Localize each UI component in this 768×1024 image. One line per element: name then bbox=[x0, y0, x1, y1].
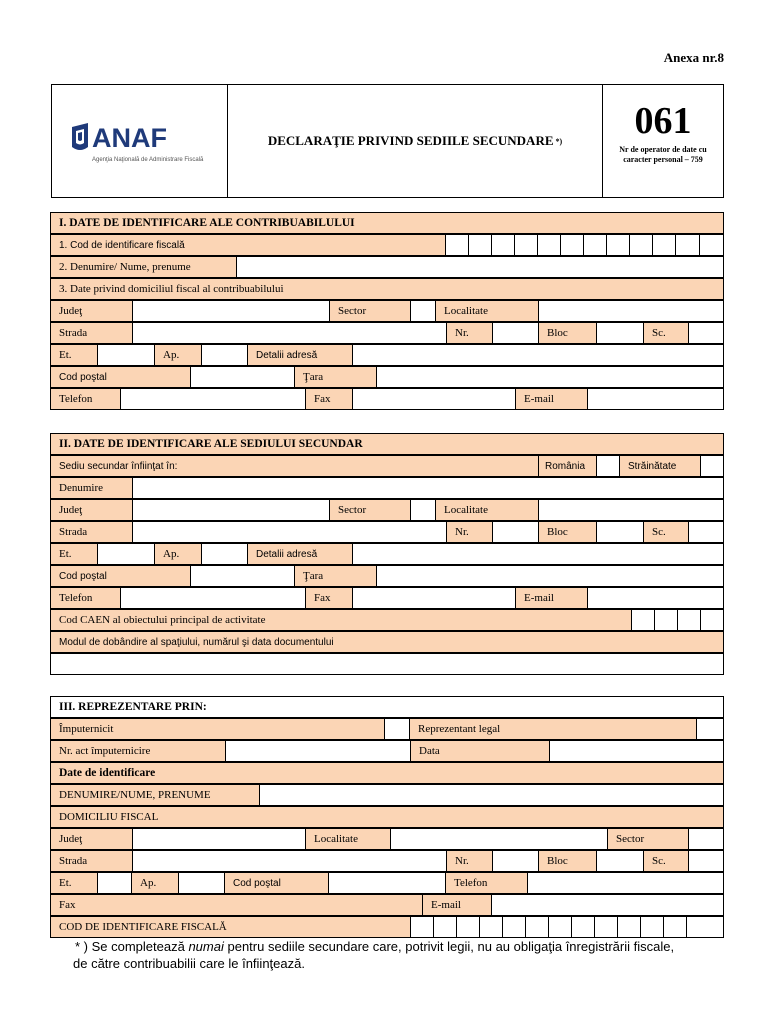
sector-label: Sector bbox=[607, 828, 689, 850]
strada-field[interactable] bbox=[132, 322, 447, 344]
nr-act-label: Nr. act împuternicire bbox=[50, 740, 226, 762]
date-identificare-label: Date de identificare bbox=[50, 762, 724, 784]
fax-label: Fax bbox=[305, 388, 353, 410]
detalii-field[interactable] bbox=[352, 543, 724, 565]
footnote: * ) Se completează numai pentru sediile secundare care, potrivit legii, nu au obligaţia înregistrării fiscale, de către contribuabilii care le înfiinţează. bbox=[73, 939, 675, 971]
cod-postal-label: Cod poştal bbox=[50, 366, 191, 388]
email-field[interactable] bbox=[491, 894, 724, 916]
localitate-label: Localitate bbox=[435, 300, 539, 322]
reprezentant-checkbox[interactable] bbox=[696, 718, 724, 740]
cif-digit[interactable] bbox=[433, 916, 457, 938]
ap-label: Ap. bbox=[154, 344, 202, 366]
judet-label: Judeţ bbox=[50, 828, 306, 850]
cod-postal-field[interactable] bbox=[190, 366, 295, 388]
localitate-field[interactable] bbox=[390, 828, 608, 850]
cod-postal-label: Cod poştal bbox=[50, 565, 191, 587]
romania-label: România bbox=[538, 455, 597, 477]
ap-field[interactable] bbox=[178, 872, 225, 894]
nr-label: Nr. bbox=[446, 521, 493, 543]
denumire-field[interactable] bbox=[132, 477, 724, 499]
denumire-field[interactable] bbox=[259, 784, 724, 806]
fax-field[interactable] bbox=[352, 587, 516, 609]
operator-note: Nr de operator de date cu caracter personal – 759 bbox=[619, 145, 707, 164]
cif-label: COD DE IDENTIFICARE FISCALĂ bbox=[50, 916, 411, 938]
caen-digit[interactable] bbox=[700, 609, 724, 631]
localitate-field[interactable] bbox=[538, 499, 724, 521]
bloc-field[interactable] bbox=[596, 521, 644, 543]
cif-digit[interactable] bbox=[675, 234, 700, 256]
form-header bbox=[51, 84, 724, 198]
email-field[interactable] bbox=[587, 587, 724, 609]
strada-label: Strada bbox=[50, 322, 133, 344]
strainatate-label: Străinătate bbox=[619, 455, 701, 477]
domiciliu-label: 3. Date privind domiciliul fiscal al contribuabilului bbox=[50, 278, 724, 300]
cod-postal-label: Cod poştal bbox=[224, 872, 329, 894]
reprezentant-label: Reprezentant legal bbox=[409, 718, 697, 740]
judet-label: Judeţ bbox=[50, 499, 133, 521]
cod-postal-field[interactable] bbox=[190, 565, 295, 587]
cif-digit[interactable] bbox=[629, 234, 653, 256]
section-reprezentare bbox=[51, 697, 724, 939]
sector-field[interactable] bbox=[688, 828, 724, 850]
form-title: DECLARAŢIE PRIVIND SEDIILE SECUNDARE *) bbox=[228, 85, 603, 197]
ap-label: Ap. bbox=[131, 872, 179, 894]
et-label: Et. bbox=[50, 344, 98, 366]
denumire-label: DENUMIRE/NUME, PRENUME bbox=[50, 784, 260, 806]
fax-label: Fax bbox=[305, 587, 353, 609]
infiintat-label: Sediu secundar înfiinţat în: bbox=[50, 455, 597, 477]
bloc-field[interactable] bbox=[596, 322, 644, 344]
cif-digit[interactable] bbox=[456, 916, 480, 938]
cif-digit[interactable] bbox=[640, 916, 664, 938]
nr-act-field[interactable] bbox=[225, 740, 411, 762]
tara-label: Ţara bbox=[294, 565, 377, 587]
sc-label: Sc. bbox=[643, 521, 689, 543]
cif-digit[interactable] bbox=[491, 234, 515, 256]
et-label: Et. bbox=[50, 872, 98, 894]
caen-digit[interactable] bbox=[677, 609, 701, 631]
telefon-field[interactable] bbox=[527, 872, 724, 894]
cif-digit[interactable] bbox=[594, 916, 618, 938]
denumire-label: 2. Denumire/ Nume, prenume bbox=[50, 256, 237, 278]
caen-digit[interactable] bbox=[631, 609, 655, 631]
section-sediu-secundar bbox=[51, 434, 724, 676]
cif-digit[interactable] bbox=[479, 916, 503, 938]
tara-label: Ţara bbox=[294, 366, 377, 388]
nr-field[interactable] bbox=[492, 322, 539, 344]
cif-digit[interactable] bbox=[537, 234, 561, 256]
strada-label: Strada bbox=[50, 521, 133, 543]
data-label: Data bbox=[410, 740, 550, 762]
logo-cell bbox=[52, 85, 228, 197]
judet-field[interactable] bbox=[132, 300, 330, 322]
cif-digit[interactable] bbox=[548, 916, 572, 938]
cif-digit[interactable] bbox=[410, 916, 434, 938]
cod-postal-field[interactable] bbox=[328, 872, 446, 894]
annex-number: Anexa nr.8 bbox=[663, 50, 724, 65]
cif-digit[interactable] bbox=[606, 234, 630, 256]
ap-field[interactable] bbox=[201, 543, 248, 565]
detalii-label: Detalii adresă bbox=[247, 543, 353, 565]
bloc-field[interactable] bbox=[596, 850, 644, 872]
bloc-label: Bloc bbox=[538, 521, 597, 543]
telefon-label: Telefon bbox=[50, 388, 121, 410]
cif-digit[interactable] bbox=[686, 916, 724, 938]
sc-label: Sc. bbox=[643, 322, 689, 344]
strada-label: Strada bbox=[50, 850, 133, 872]
anaf-shield-icon bbox=[70, 123, 210, 157]
email-label: E-mail bbox=[515, 587, 588, 609]
modul-field[interactable] bbox=[50, 653, 724, 675]
bloc-label: Bloc bbox=[538, 322, 597, 344]
cif-digit[interactable] bbox=[445, 234, 469, 256]
cif-digit[interactable] bbox=[583, 234, 607, 256]
judet-field[interactable] bbox=[132, 499, 330, 521]
nr-label: Nr. bbox=[446, 322, 493, 344]
sector-field[interactable] bbox=[410, 499, 436, 521]
cif-digit[interactable] bbox=[699, 234, 724, 256]
tara-field[interactable] bbox=[376, 565, 724, 587]
fax-label: Fax bbox=[50, 894, 423, 916]
anaf-logo bbox=[70, 123, 210, 162]
et-field[interactable] bbox=[97, 872, 132, 894]
localitate-field[interactable] bbox=[538, 300, 724, 322]
section-contribuabil bbox=[51, 213, 724, 411]
telefon-field[interactable] bbox=[120, 587, 306, 609]
detalii-label: Detalii adresă bbox=[247, 344, 353, 366]
form-code: 061 bbox=[634, 100, 692, 142]
modul-label: Modul de dobândire al spaţiului, numărul şi data documentului bbox=[50, 631, 724, 653]
cif-label: 1. Cod de identificare fiscală bbox=[50, 234, 446, 256]
sector-label: Sector bbox=[329, 300, 411, 322]
et-label: Et. bbox=[50, 543, 98, 565]
strainatate-checkbox[interactable] bbox=[700, 455, 724, 477]
tara-field[interactable] bbox=[376, 366, 724, 388]
telefon-label: Telefon bbox=[445, 872, 528, 894]
nr-field[interactable] bbox=[492, 850, 539, 872]
fax-field[interactable] bbox=[352, 388, 516, 410]
judet-field[interactable] bbox=[132, 828, 306, 850]
imputernicit-checkbox[interactable] bbox=[384, 718, 410, 740]
caen-label: Cod CAEN al obiectului principal de activitate bbox=[50, 609, 632, 631]
sc-field[interactable] bbox=[688, 521, 724, 543]
localitate-label: Localitate bbox=[435, 499, 539, 521]
nr-label: Nr. bbox=[446, 850, 493, 872]
cif-digit[interactable] bbox=[468, 234, 492, 256]
judet-label: Judeţ bbox=[50, 300, 133, 322]
ap-field[interactable] bbox=[201, 344, 248, 366]
cif-digit[interactable] bbox=[514, 234, 538, 256]
sc-field[interactable] bbox=[688, 322, 724, 344]
et-field[interactable] bbox=[97, 344, 155, 366]
section3-heading: III. REPREZENTARE PRIN: bbox=[50, 696, 724, 718]
logo-subtitle: Agenţia Naţională de Administrare Fiscală bbox=[92, 157, 204, 163]
nr-field[interactable] bbox=[492, 521, 539, 543]
cif-digit[interactable] bbox=[652, 234, 676, 256]
sc-field[interactable] bbox=[688, 850, 724, 872]
cif-digit[interactable] bbox=[663, 916, 687, 938]
localitate-label: Localitate bbox=[305, 828, 608, 850]
denumire-field[interactable] bbox=[236, 256, 724, 278]
svg-text:ANAF: ANAF bbox=[92, 123, 167, 153]
cif-digit[interactable] bbox=[560, 234, 584, 256]
imputernicit-label: Împuternicit bbox=[50, 718, 385, 740]
section1-heading: I. DATE DE IDENTIFICARE ALE CONTRIBUABILULUI bbox=[50, 212, 724, 234]
domiciliu-label: DOMICILIU FISCAL bbox=[50, 806, 724, 828]
telefon-field[interactable] bbox=[120, 388, 306, 410]
email-field[interactable] bbox=[587, 388, 724, 410]
ap-label: Ap. bbox=[154, 543, 202, 565]
sector-label: Sector bbox=[329, 499, 411, 521]
caen-digit[interactable] bbox=[654, 609, 678, 631]
cif-digit[interactable] bbox=[525, 916, 549, 938]
sector-field[interactable] bbox=[410, 300, 436, 322]
cif-digit[interactable] bbox=[502, 916, 526, 938]
strada-field[interactable] bbox=[132, 850, 447, 872]
romania-checkbox[interactable] bbox=[596, 455, 620, 477]
denumire-label: Denumire bbox=[50, 477, 133, 499]
section2-heading: II. DATE DE IDENTIFICARE ALE SEDIULUI SECUNDAR bbox=[50, 433, 724, 455]
cif-digit[interactable] bbox=[617, 916, 641, 938]
email-label: E-mail bbox=[422, 894, 492, 916]
data-field[interactable] bbox=[549, 740, 724, 762]
detalii-field[interactable] bbox=[352, 344, 724, 366]
email-label: E-mail bbox=[515, 388, 588, 410]
telefon-label: Telefon bbox=[50, 587, 121, 609]
form-code-cell bbox=[603, 85, 723, 197]
et-field[interactable] bbox=[97, 543, 155, 565]
cif-digit[interactable] bbox=[571, 916, 595, 938]
sc-label: Sc. bbox=[643, 850, 689, 872]
strada-field[interactable] bbox=[132, 521, 447, 543]
bloc-label: Bloc bbox=[538, 850, 597, 872]
